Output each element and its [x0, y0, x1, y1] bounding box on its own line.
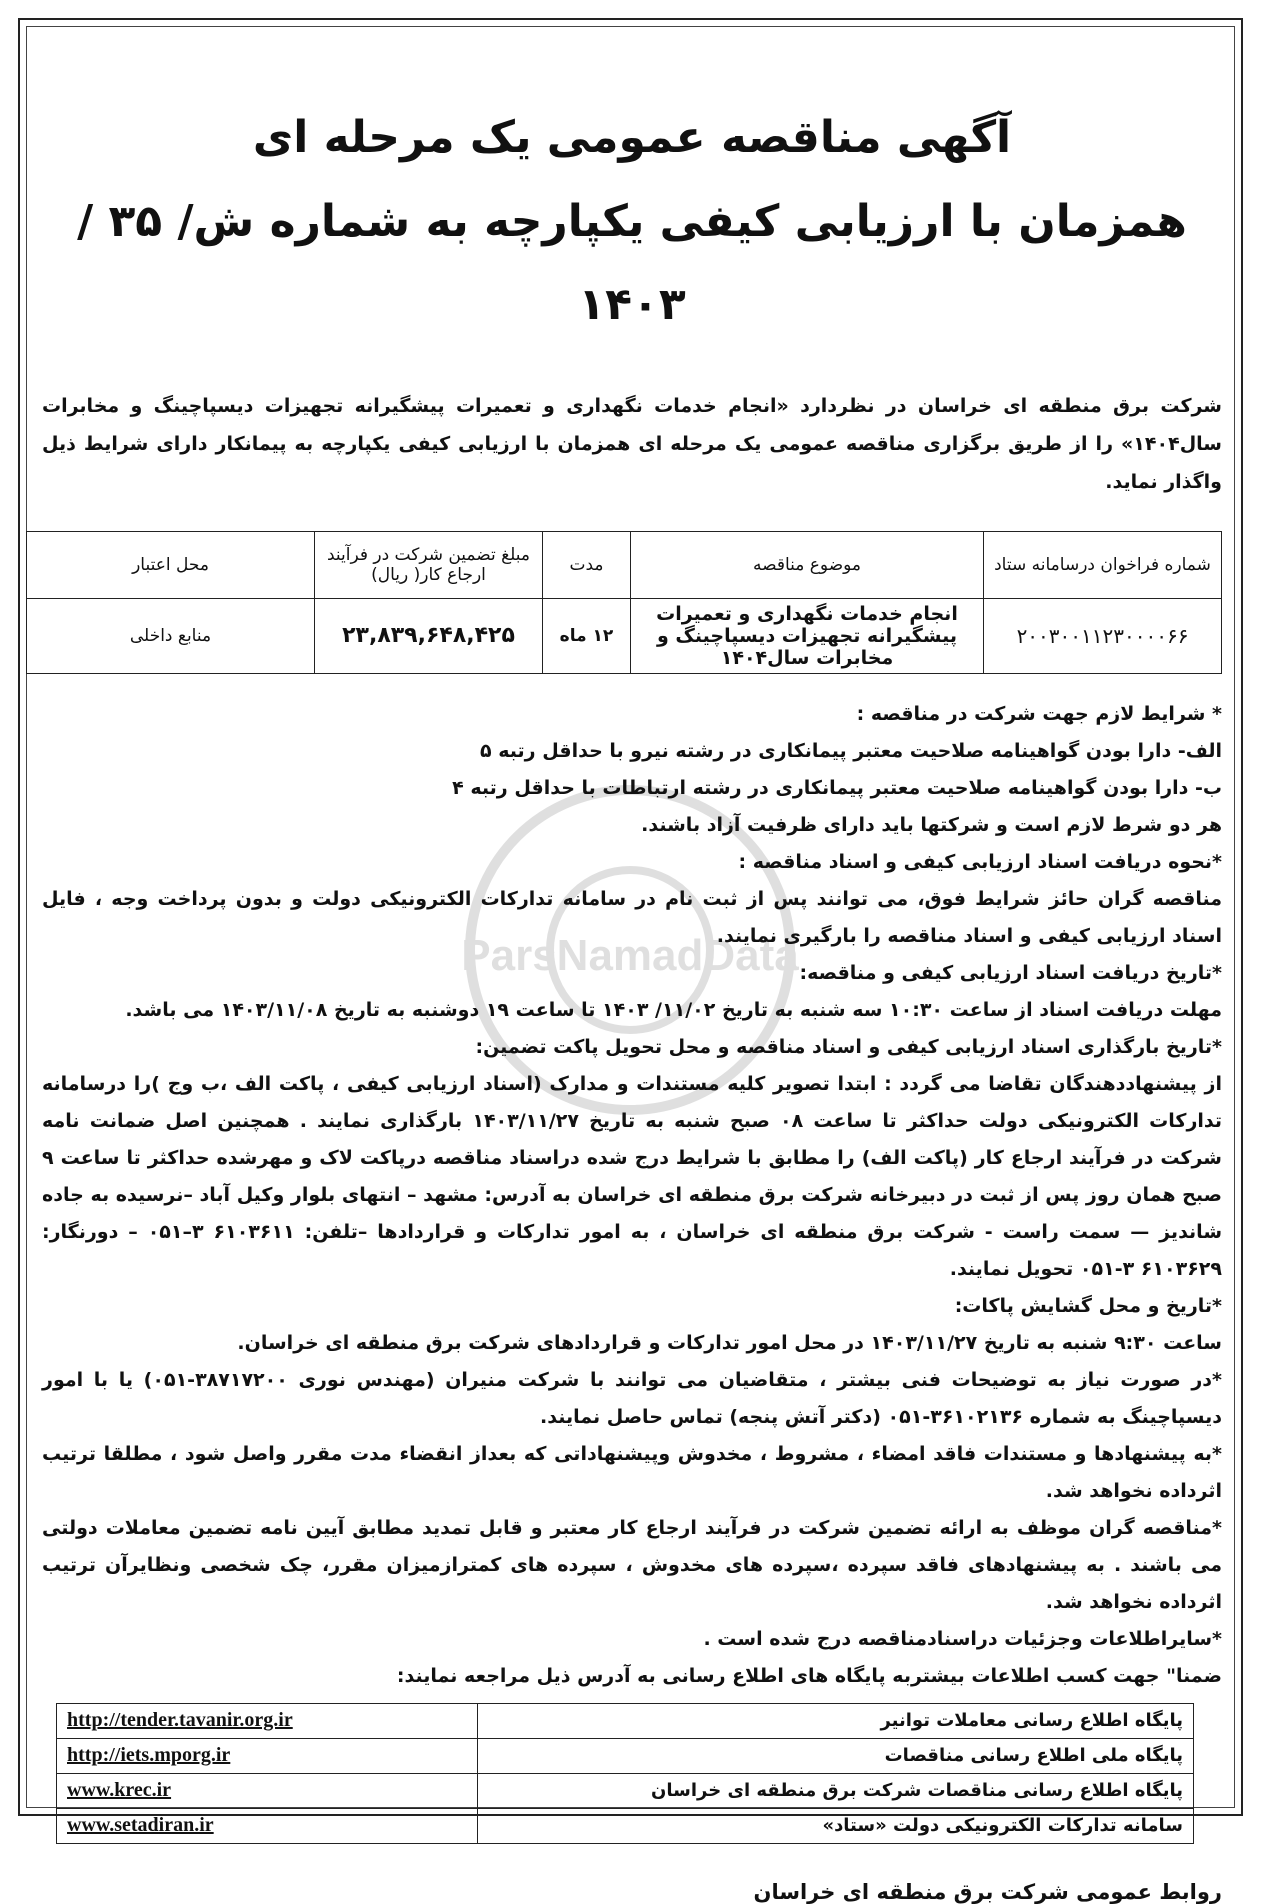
title-line-1: آگهی مناقصه عمومی یک مرحله ای — [252, 112, 1012, 163]
condition-line: ضمنا" جهت کسب اطلاعات بیشتربه پایگاه های اطلاع رسانی به آدرس ذیل مراجعه نمایند: — [396, 1664, 1222, 1687]
header-guarantee: مبلغ تضمین شرکت در فرآیند ارجاع کار( ریال) — [315, 531, 543, 598]
link-url[interactable]: www.krec.ir — [57, 1773, 478, 1808]
condition-line: *تاریخ و محل گشایش پاکات: — [954, 1294, 1222, 1317]
link-label: پایگاه اطلاع رسانی معاملات توانیر — [478, 1703, 1194, 1738]
condition-line: * شرایط لازم جهت شرکت در مناقصه : — [856, 702, 1222, 725]
link-row — [57, 1738, 1194, 1773]
link-url[interactable]: http://tender.tavanir.org.ir — [57, 1703, 478, 1738]
link-label: پایگاه ملی اطلاع رسانی مناقصات — [478, 1738, 1194, 1773]
header-subject: موضوع مناقصه — [631, 531, 984, 598]
condition-line: *به پیشنهادها و مستندات فاقد امضاء ، مشروط ، مخدوش وپیشنهاداتی که بعداز انقضاء مدت مقرر واصل شود ، مطلقا ترتیب اثرداده نخواهد شد. — [42, 1442, 1222, 1502]
condition-line: *تاریخ دریافت اسناد ارزیابی کیفی و مناقصه: — [799, 961, 1222, 984]
link-url[interactable]: http://iets.mporg.ir — [57, 1738, 478, 1773]
header-call-number: شماره فراخوان درسامانه ستاد — [984, 531, 1222, 598]
condition-line: از پیشنهاددهندگان تقاضا می گردد : ابتدا تصویر کلیه مستندات و مدارک (اسناد ارزیابی کیفی ، پاکت الف ،ب وج )را درسامانه تدارکات الکترونیکی دولت حداکثر تا ساعت ۰۸ صبح شنبه به تاریخ ۱۴۰۳/۱۱/۲۷ بارگذاری نمایند . همچنین اصل ضمانت نامه شرکت در فرآیند ارجاع کار (پاکت الف) را مطابق با شرایط درج شده دراسناد مناقصه درپاکت لاک و مهرشده حداکثر تا ساعت ۹ صبح همان روز پس از ثبت در دبیرخانه شرکت برق منطقه ای خراسان به آدرس: مشهد – انتهای بلوار وکیل آباد –نرسیده به جاده شاندیز — سمت راست - شرکت برق منطقه ای خراسان ، به امور تدارکات و قراردادها –تلفن: ۶۱۰۳۶۱۱ ۳–۰۵۱ – دورنگار: ۶۱۰۳۶۲۹ ۳-۰۵۱ تحویل نمایند. — [42, 1072, 1222, 1280]
watermark-text: ParsNamadData — [461, 931, 799, 980]
condition-line: مهلت دریافت اسناد از ساعت ۱۰:۳۰ سه شنبه به تاریخ ۱۱/۰۲/ ۱۴۰۳ تا ساعت ۱۹ دوشنبه به تاریخ ۱۴۰۳/۱۱/۰۸ می باشد. — [125, 998, 1222, 1021]
condition-line: ساعت ۹:۳۰ شنبه به تاریخ ۱۴۰۳/۱۱/۲۷ در محل امور تدارکات و قراردادهای شرکت برق منطقه ای خراسان. — [237, 1331, 1222, 1354]
condition-line: *مناقصه گران موظف به ارائه تضمین شرکت در فرآیند ارجاع کار معتبر و قابل تمدید مطابق آیین نامه تضمین معاملات دولتی می باشند . به پیشنهادهای فاقد سپرده ،سپرده های مخدوش ، سپرده های کمترازمیزان مقرر، چک شخصی ونظایرآن ترتیب اثرداده نخواهد شد. — [42, 1516, 1222, 1613]
link-row — [57, 1773, 1194, 1808]
link-label: پایگاه اطلاع رسانی مناقصات شرکت برق منطقه ای خراسان — [478, 1773, 1194, 1808]
table-header-row — [27, 531, 1222, 598]
cell-duration: ۱۲ ماه — [543, 598, 631, 673]
cell-guarantee: ۲۳,۸۳۹,۶۴۸,۴۲۵ — [315, 598, 543, 673]
cell-credit: منابع داخلی — [27, 598, 315, 673]
tender-table — [26, 531, 1222, 674]
condition-line: *سایراطلاعات وجزئیات دراسنادمناقصه درج شده است . — [703, 1627, 1222, 1650]
table-row — [27, 598, 1222, 673]
link-row — [57, 1808, 1194, 1843]
condition-line: مناقصه گران حائز شرایط فوق، می توانند پس از ثبت نام در سامانه تدارکات الکترونیکی دولت و بدون پرداخت وجه ، فایل اسناد ارزیابی کیفی و اسناد مناقصه را بارگیری نمایند. — [42, 887, 1222, 947]
links-table — [56, 1703, 1194, 1844]
condition-line: *در صورت نیاز به توضیحات فنی بیشتر ، متقاضیان می توانند با شرکت منیران (مهندس نوری ۳۸۷۱۷۲۰۰-۰۵۱) یا با امور دیسپاچینگ به شماره ۳۶۱۰۲۱۳۶-۰۵۱ (دکتر آتش پنجه) تماس حاصل نمایند. — [42, 1368, 1222, 1428]
conditions-section — [42, 696, 1222, 1695]
link-row — [57, 1703, 1194, 1738]
cell-call-number: ۲۰۰۳۰۰۱۱۲۳۰۰۰۰۶۶ — [984, 598, 1222, 673]
notice-title — [42, 96, 1222, 347]
link-url[interactable]: www.setadiran.ir — [57, 1808, 478, 1843]
cell-subject: انجام خدمات نگهداری و تعمیرات پیشگیرانه تجهیزات دیسپاچینگ و مخابرات سال۱۴۰۴ — [631, 598, 984, 673]
condition-line: *تاریخ بارگذاری اسناد ارزیابی کیفی و اسناد مناقصه و محل تحویل پاکت تضمین: — [475, 1035, 1222, 1058]
header-duration: مدت — [543, 531, 631, 598]
header-credit: محل اعتبار — [27, 531, 315, 598]
intro-paragraph: شرکت برق منطقه ای خراسان در نظردارد «انجام خدمات نگهداری و تعمیرات پیشگیرانه تجهیزات دیسپاچینگ و مخابرات سال۱۴۰۴» را از طریق برگزاری مناقصه عمومی یک مرحله ای همزمان با ارزیابی کیفی یکپارچه به پیمانکار دارای شرایط ذیل واگذار نماید. — [42, 394, 1222, 493]
condition-line: ب- دارا بودن گواهینامه صلاحیت معتبر پیمانکاری در رشته ارتباطات با حداقل رتبه ۴ — [452, 776, 1222, 799]
notice-content — [42, 96, 1222, 1904]
link-label: سامانه تدارکات الکترونیکی دولت «ستاد» — [478, 1808, 1194, 1843]
footer-signature: روابط عمومی شرکت برق منطقه ای خراسان — [753, 1879, 1222, 1904]
condition-line: هر دو شرط لازم است و شرکتها باید دارای ظرفیت آزاد باشند. — [641, 813, 1222, 836]
title-line-2: همزمان با ارزیابی کیفی یکپارچه به شماره ش/ ۳۵ /۱۴۰۳ — [77, 195, 1187, 331]
condition-line: *نحوه دریافت اسناد ارزیابی کیفی و اسناد مناقصه : — [738, 850, 1222, 873]
condition-line: الف- دارا بودن گواهینامه صلاحیت معتبر پیمانکاری در رشته نیرو با حداقل رتبه ۵ — [480, 739, 1222, 762]
